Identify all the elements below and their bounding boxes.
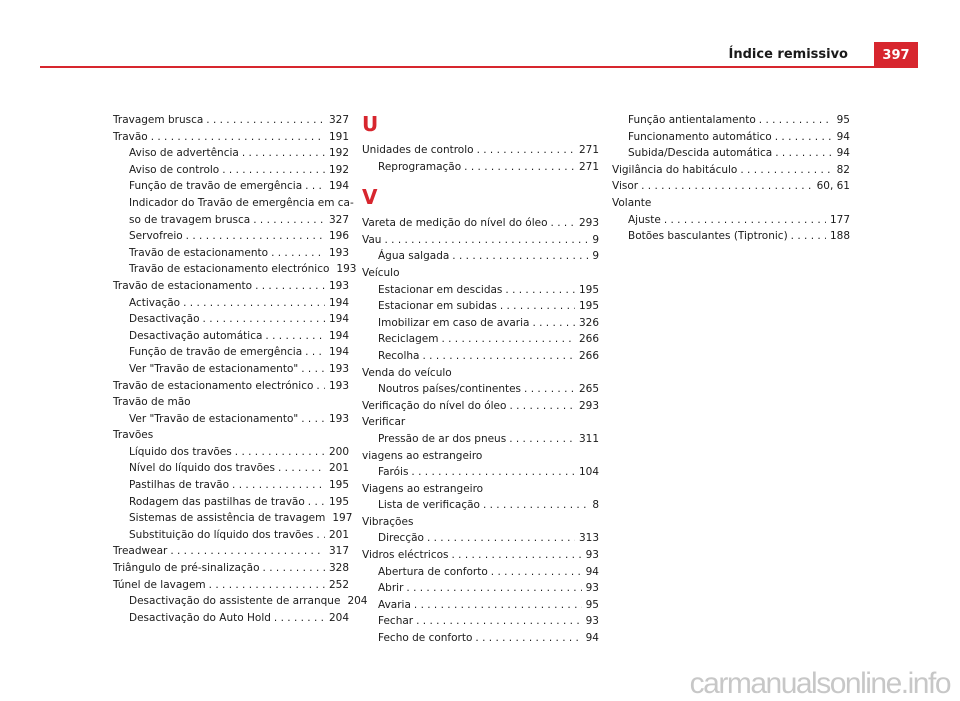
index-column-2 [362, 112, 599, 647]
index-subentry [113, 145, 349, 162]
section-gap [362, 175, 599, 185]
index-term: Travão de estacionamento electrónico [113, 379, 314, 392]
page-reference: 195 [578, 300, 599, 313]
index-entry [362, 547, 599, 564]
index-heading: Travão de mão [113, 396, 191, 409]
leader-dots [427, 530, 575, 547]
leader-dots [416, 613, 582, 630]
page-reference: 194 [328, 329, 349, 342]
index-term: Estacionar em descidas [378, 283, 503, 296]
leader-dots [301, 361, 325, 378]
index-term: Função de travão de emergência [129, 180, 303, 193]
page-reference: 327 [328, 213, 349, 226]
index-subentry [362, 597, 599, 614]
index-term: Fechar [378, 615, 414, 628]
index-term: Travão de estacionamento electrónico [129, 263, 330, 276]
index-heading: Verificar [362, 416, 406, 429]
leader-dots [509, 431, 575, 448]
leader-dots [242, 145, 325, 162]
page-reference: 194 [328, 296, 349, 309]
index-heading: Venda do veículo [362, 366, 452, 379]
page-reference: 293 [578, 399, 599, 412]
leader-dots [500, 298, 575, 315]
index-heading: viagens ao estrangeiro [362, 449, 483, 462]
leader-dots [274, 610, 325, 627]
index-term: Abrir [378, 582, 404, 595]
index-entry [113, 543, 349, 560]
page-reference: 204 [328, 611, 349, 624]
page-reference: 193 [328, 279, 349, 292]
page-reference: 313 [578, 532, 599, 545]
index-term: Aviso de advertência [129, 147, 239, 160]
page-reference: 194 [328, 180, 349, 193]
leader-dots [740, 162, 832, 179]
index-subentry [113, 593, 368, 610]
index-term: Pressão de ar dos pneus [378, 432, 507, 445]
page-header-title: Índice remissivo [728, 47, 848, 62]
page-reference: 194 [328, 346, 349, 359]
index-term: Recolha [378, 349, 420, 362]
leader-dots [509, 398, 575, 415]
index-term: Nível do líquido dos travões [129, 462, 275, 475]
index-subentry [113, 344, 349, 361]
index-column-1 [113, 112, 368, 626]
page-reference: 9 [592, 233, 599, 246]
index-term: Travagem brusca [113, 114, 204, 126]
leader-dots [316, 527, 325, 544]
page-reference: 93 [585, 549, 599, 562]
index-subentry [362, 331, 599, 348]
index-term: Vau [362, 233, 382, 246]
watermark: carmanualsonline.info [689, 667, 950, 700]
section-letter: U [362, 112, 379, 136]
index-term: Travão [113, 130, 148, 143]
index-subentry [362, 315, 599, 332]
index-subentry [113, 295, 349, 312]
leader-dots [151, 129, 325, 146]
page-reference: 95 [836, 114, 850, 126]
index-term: Desactivação do Auto Hold [129, 611, 271, 624]
leader-dots [464, 159, 575, 176]
index-entry [113, 560, 349, 577]
index-entry [612, 162, 850, 179]
index-entry [113, 129, 349, 146]
index-term: Água salgada [378, 250, 450, 263]
page-reference: 192 [328, 163, 349, 176]
index-subentry [113, 494, 349, 511]
page-reference: 196 [328, 230, 349, 243]
page-reference: 195 [328, 495, 349, 508]
page-reference: 9 [592, 250, 599, 263]
index-term: Vidros eléctricos [362, 549, 449, 562]
index-subentry [362, 464, 599, 481]
index-term: Avaria [378, 598, 411, 611]
page-reference: 82 [836, 163, 850, 176]
index-term: Noutros países/continentes [378, 383, 522, 396]
page-reference: 201 [328, 462, 349, 475]
index-entry: Indicador do Travão de emergência em ca- [129, 196, 354, 209]
leader-dots [551, 215, 575, 232]
index-term: Desactivação automática [129, 329, 263, 342]
leader-dots [265, 328, 325, 345]
index-term: Reprogramação [378, 160, 462, 173]
leader-dots [308, 494, 325, 511]
leader-dots [255, 278, 325, 295]
leader-dots [451, 547, 581, 564]
index-subentry [113, 178, 349, 195]
index-subentry [113, 610, 349, 627]
index-entry [113, 378, 349, 395]
page-reference: 95 [585, 598, 599, 611]
index-subentry [113, 228, 349, 245]
index-subentry [113, 245, 349, 262]
page-reference: 193 [328, 246, 349, 259]
leader-dots [278, 460, 325, 477]
leader-dots [505, 282, 575, 299]
page-reference: 317 [328, 545, 349, 558]
leader-dots [186, 228, 325, 245]
index-subentry [113, 411, 349, 428]
index-heading: Travões [113, 429, 154, 442]
leader-dots [664, 212, 826, 229]
page-reference: 94 [836, 147, 850, 160]
page-reference: 194 [328, 313, 349, 326]
index-term: Pastilhas de travão [129, 479, 230, 492]
page-reference: 265 [578, 383, 599, 396]
index-entry-continuation [113, 212, 349, 229]
index-term: Visor [612, 180, 639, 193]
index-term: Travão de estacionamento [113, 279, 253, 292]
index-subentry [362, 630, 599, 647]
index-subentry [113, 311, 349, 328]
page-reference: 200 [328, 445, 349, 458]
leader-dots [305, 344, 325, 361]
index-term: Subida/Descida automática [628, 147, 773, 160]
leader-dots [475, 630, 581, 647]
leader-dots [759, 112, 833, 129]
header-rule [40, 66, 918, 68]
index-term: Imobilizar em caso de avaria [378, 316, 530, 329]
leader-dots [524, 381, 575, 398]
index-subentry [612, 145, 850, 162]
index-subentry [362, 282, 599, 299]
index-term: Direcção [378, 532, 424, 545]
index-entry [362, 215, 599, 232]
index-term: Treadwear [113, 545, 168, 558]
leader-dots [641, 178, 813, 195]
index-term: Verificação do nível do óleo [362, 399, 507, 412]
index-subentry [113, 527, 349, 544]
leader-dots [411, 464, 575, 481]
index-subentry [362, 381, 599, 398]
index-subentry [362, 159, 599, 176]
leader-dots [235, 444, 325, 461]
index-term: so de travagem brusca [129, 213, 251, 226]
page-reference: 266 [578, 333, 599, 346]
index-term: Unidades de controlo [362, 144, 474, 156]
index-heading: Volante [612, 196, 652, 209]
index-subentry [113, 444, 349, 461]
page-reference: 327 [328, 114, 349, 126]
index-subentry [113, 261, 357, 278]
index-subentry [113, 477, 349, 494]
page-reference: 266 [578, 349, 599, 362]
index-term: Abertura de conforto [378, 565, 488, 578]
page-reference: 271 [578, 160, 599, 173]
page-reference: 104 [578, 466, 599, 479]
leader-dots [316, 378, 325, 395]
index-subentry [362, 530, 599, 547]
leader-dots [203, 311, 325, 328]
leader-dots [253, 212, 325, 229]
index-subentry [113, 361, 349, 378]
index-term: Travão de estacionamento [129, 246, 269, 259]
leader-dots [206, 112, 325, 129]
page-reference: 192 [328, 147, 349, 160]
page-reference: 195 [578, 283, 599, 296]
page-reference: 201 [328, 528, 349, 541]
index-term: Túnel de lavagem [113, 578, 206, 591]
index-subentry [362, 348, 599, 365]
leader-dots [301, 411, 325, 428]
index-subentry [113, 328, 349, 345]
index-subentry [362, 248, 599, 265]
index-term: Desactivação do assistente de arranque [129, 595, 341, 608]
page-reference: 93 [585, 615, 599, 628]
index-subentry [612, 112, 850, 129]
leader-dots [384, 232, 588, 249]
leader-dots [183, 295, 325, 312]
page-reference: 195 [328, 479, 349, 492]
section-letter: V [362, 185, 378, 210]
index-term: Substituição do líquido dos travões [129, 528, 314, 541]
index-term: Vareta de medição do nível do óleo [362, 217, 548, 230]
index-subentry [612, 228, 850, 245]
index-term: Funcionamento automático [628, 130, 772, 143]
index-subentry [362, 431, 599, 448]
index-term: Fecho de conforto [378, 632, 473, 645]
index-heading: Vibrações [362, 515, 414, 528]
leader-dots [406, 580, 581, 597]
index-entry [362, 232, 599, 249]
index-subentry [612, 212, 850, 229]
index-subentry [362, 613, 599, 630]
index-term: Desactivação [129, 313, 200, 326]
page-reference: 197 [332, 512, 353, 525]
index-heading: Viagens ao estrangeiro [362, 482, 484, 495]
index-term: Rodagem das pastilhas de travão [129, 495, 305, 508]
index-column-3 [612, 112, 850, 245]
leader-dots [775, 129, 833, 146]
index-subentry [113, 162, 349, 179]
leader-dots [232, 477, 325, 494]
index-entry [113, 112, 349, 129]
leader-dots [477, 142, 575, 159]
leader-dots [423, 348, 575, 365]
page-number-badge: 397 [874, 42, 918, 68]
leader-dots [441, 331, 575, 348]
index-term: Ver "Travão de estacionamento" [129, 362, 299, 375]
leader-dots [414, 597, 582, 614]
page-reference: 311 [578, 432, 599, 445]
index-term: Faróis [378, 466, 409, 479]
leader-dots [209, 577, 325, 594]
index-heading: Veículo [362, 266, 400, 279]
index-entry [612, 178, 850, 195]
index-term: Activação [129, 296, 181, 309]
page-reference: 293 [578, 217, 599, 230]
leader-dots [452, 248, 588, 265]
page-reference: 191 [328, 130, 349, 143]
leader-dots [222, 162, 325, 179]
page-reference: 193 [328, 379, 349, 392]
page-reference: 328 [328, 562, 349, 575]
index-term: Sistemas de assistência de travagem [129, 512, 326, 525]
page-reference: 94 [585, 565, 599, 578]
page-reference: 326 [578, 316, 599, 329]
leader-dots [532, 315, 575, 332]
page-reference: 94 [585, 632, 599, 645]
page-reference: 271 [578, 144, 599, 156]
index-subentry [362, 564, 599, 581]
index-term: Lista de verificação [378, 499, 480, 512]
page-reference: 60, 61 [816, 180, 850, 193]
page-reference: 188 [829, 230, 850, 243]
index-term: Botões basculantes (Tiptronic) [628, 230, 788, 243]
page-reference: 93 [585, 582, 599, 595]
index-subentry [362, 580, 599, 597]
index-entry [113, 577, 349, 594]
index-term: Ajuste [628, 213, 661, 226]
index-term: Triângulo de pré-sinalização [113, 562, 260, 575]
index-entry [113, 278, 349, 295]
index-subentry [612, 129, 850, 146]
page-reference: 252 [328, 578, 349, 591]
leader-dots [263, 560, 325, 577]
page-reference: 193 [328, 412, 349, 425]
leader-dots [483, 497, 588, 514]
page-reference: 94 [836, 130, 850, 143]
page-reference: 8 [592, 499, 599, 512]
page-reference: 204 [347, 595, 368, 608]
index-entry [362, 398, 599, 415]
leader-dots [775, 145, 832, 162]
index-term: Função de travão de emergência [129, 346, 303, 359]
index-subentry [362, 497, 599, 514]
leader-dots [271, 245, 325, 262]
page-reference: 193 [336, 263, 357, 276]
index-term: Estacionar em subidas [378, 300, 497, 313]
index-term: Reciclagem [378, 333, 439, 346]
index-term: Vigilância do habitáculo [612, 163, 738, 176]
index-term: Aviso de controlo [129, 163, 220, 176]
leader-dots [305, 178, 325, 195]
leader-dots [170, 543, 325, 560]
leader-dots [791, 228, 826, 245]
index-term: Servofreio [129, 230, 183, 243]
page-reference: 193 [328, 362, 349, 375]
index-term: Ver "Travão de estacionamento" [129, 412, 299, 425]
index-subentry [362, 298, 599, 315]
leader-dots [491, 564, 582, 581]
index-term: Líquido dos travões [129, 445, 232, 458]
page-reference: 177 [829, 213, 850, 226]
index-subentry [113, 510, 353, 527]
index-subentry [113, 460, 349, 477]
index-term: Função antientalamento [628, 114, 756, 126]
index-entry [362, 142, 599, 159]
